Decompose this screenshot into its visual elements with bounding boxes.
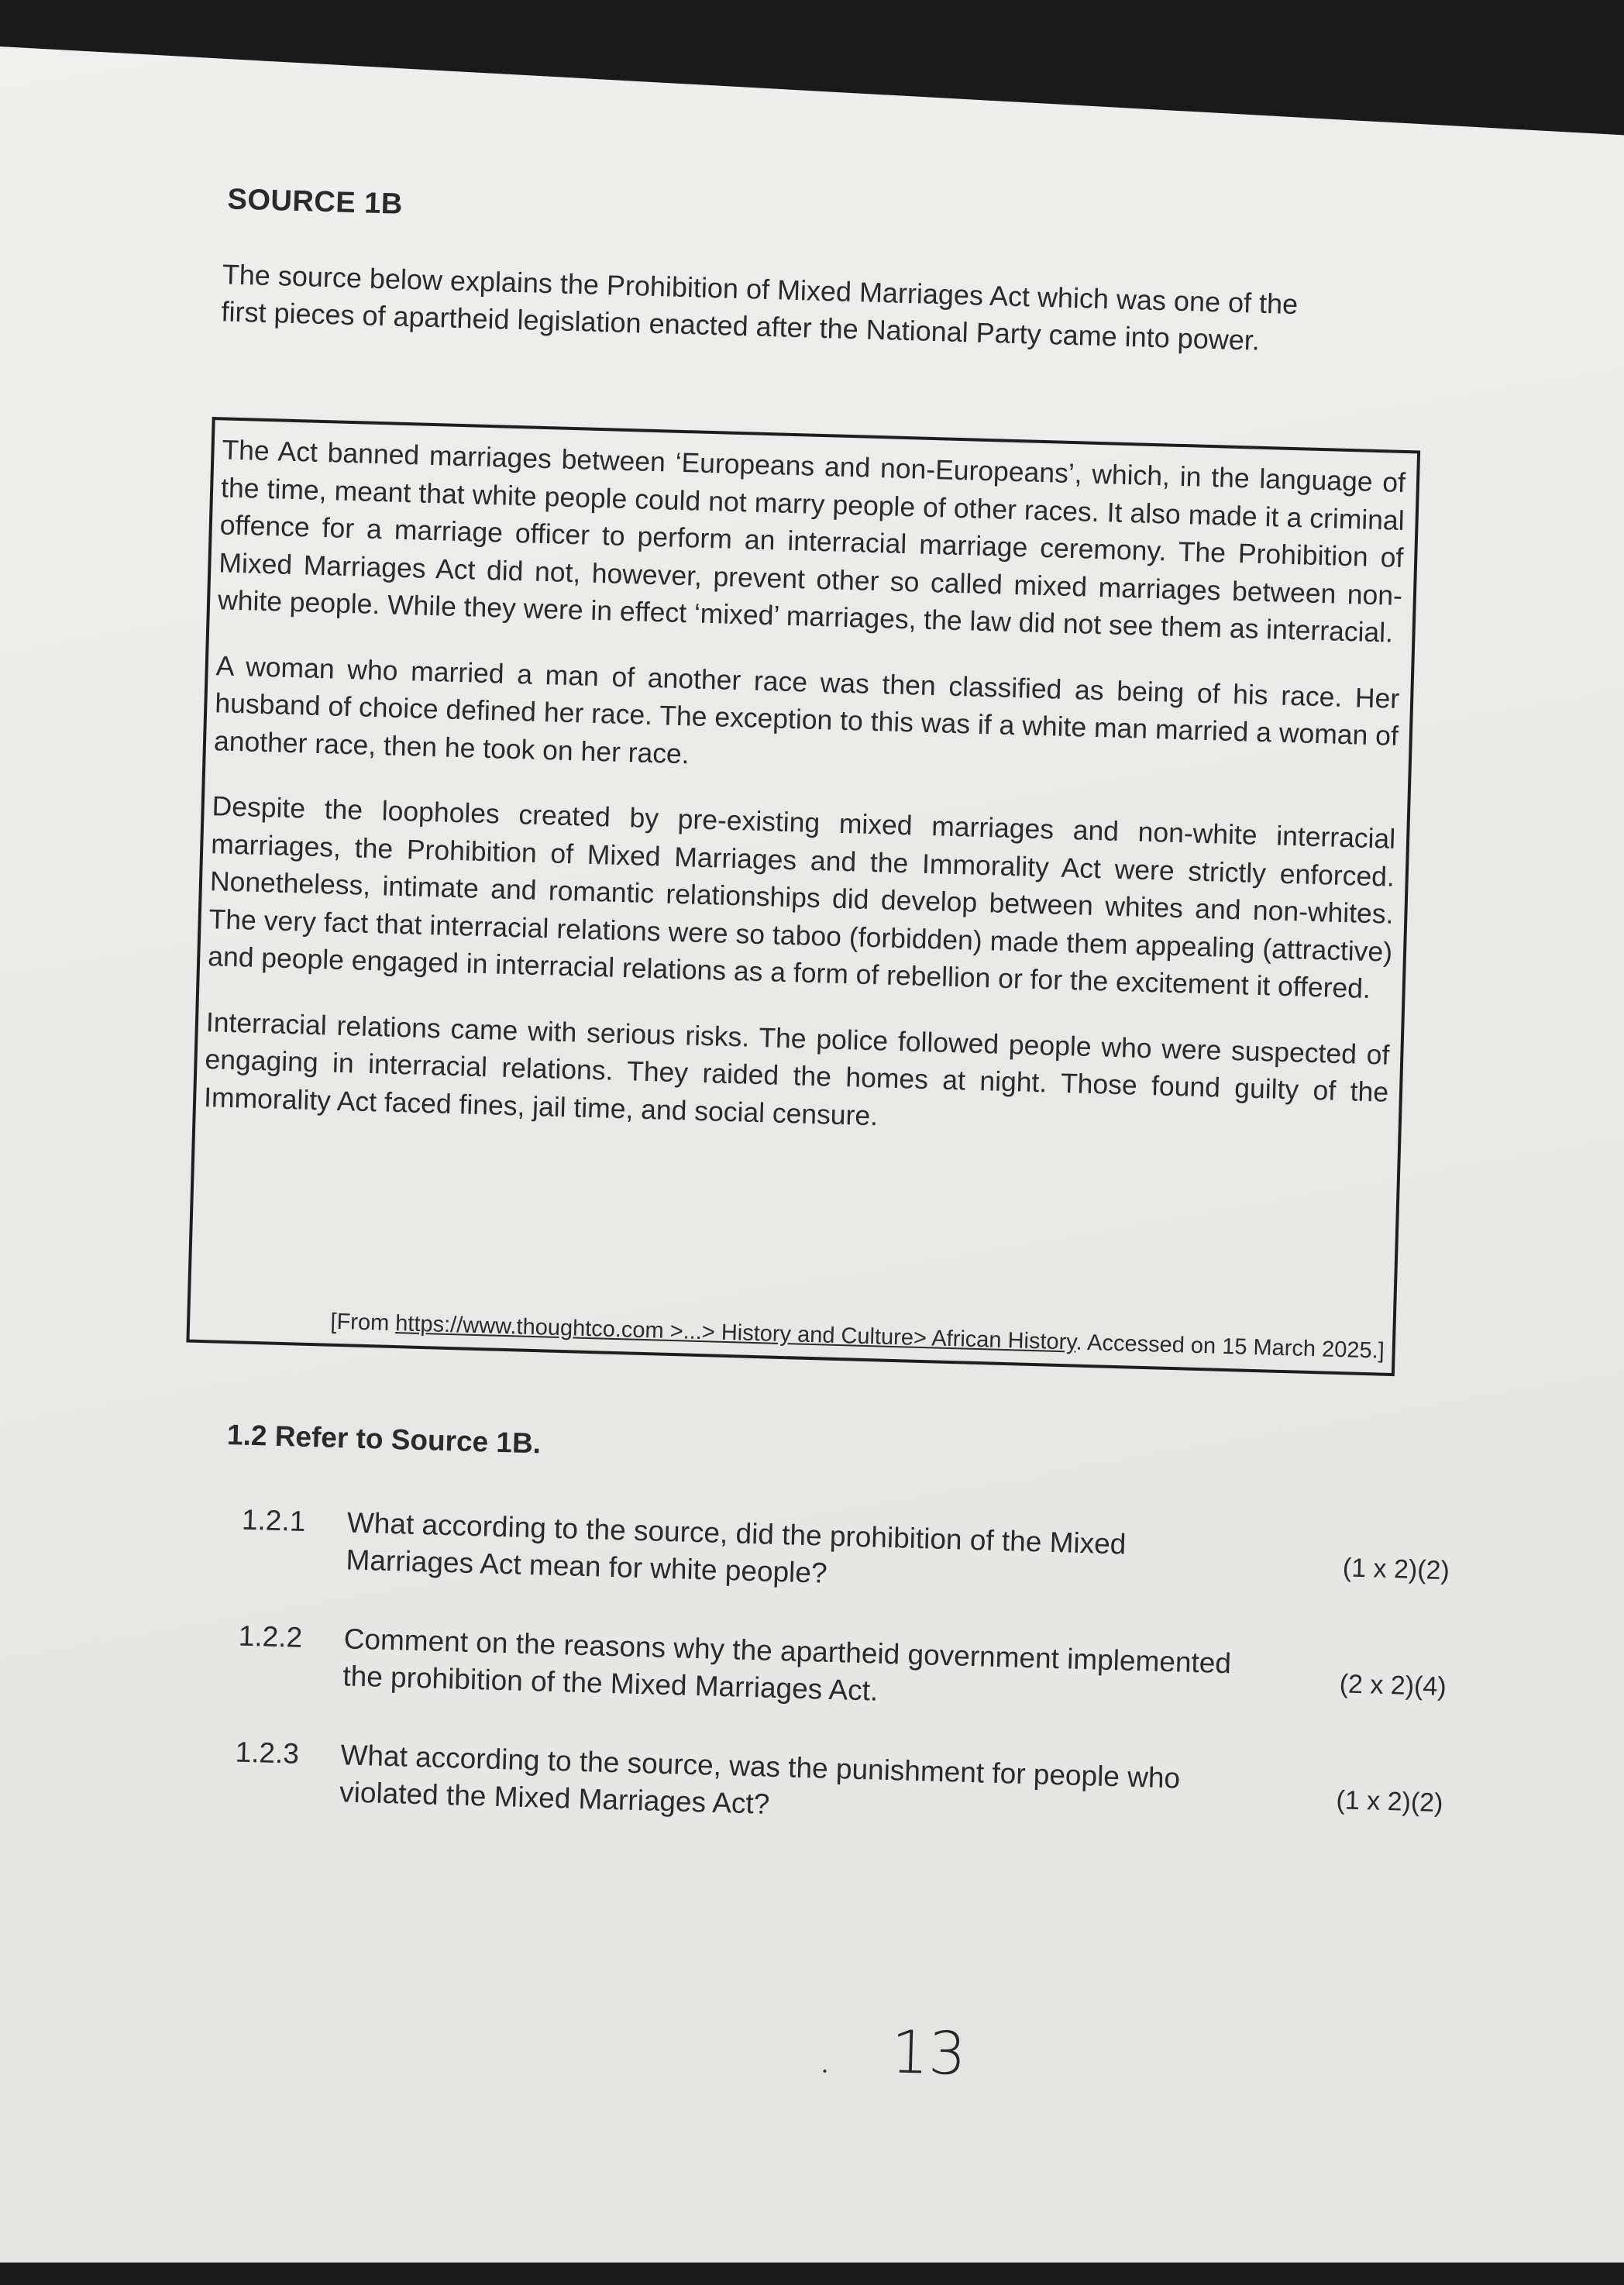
question-item xyxy=(235,1734,1443,1820)
question-item xyxy=(238,1618,1447,1707)
source-citation xyxy=(300,1306,1385,1367)
citation-suffix: . Accessed on 15 March 2025.] xyxy=(1075,1330,1385,1364)
question-number: 1.2.1 xyxy=(241,1503,306,1537)
question-text: Comment on the reasons why the apartheid government implemented the prohibition of the Mixed Marriages Act. xyxy=(342,1623,1232,1707)
question-text: What according to the source, did the prohibition of the Mixed Marriages Act mean for white people? xyxy=(346,1506,1127,1589)
source-paragraph: A woman who married a man of another race was then classified as being of his race. Her husband of choice defined her race. The exception to this was if a white man married a woman of another race, then he took on her race. xyxy=(213,649,1400,769)
question-heading: 1.2 Refer to Source 1B. xyxy=(226,1419,542,1460)
question-number: 1.2.2 xyxy=(238,1619,303,1654)
source-intro: The source below explains the Prohibition of Mixed Marriages Act which was one of the first pieces of apartheid legislation enacted after the National Party came into power. xyxy=(221,258,1299,356)
paper-speck xyxy=(823,2070,826,2073)
source-paragraph: Despite the loopholes created by pre-existing mixed marriages and non-white interracial marriages, the Prohibition of Mixed Marriages and the Immorality Act were strictly enforced. Nonetheless, intimate and romantic relationships did develop between whites and non-whites. The very fact that interracial relations were so taboo (forbidden) made them appealing (attractive) and people engaged in interracial relations as a form of rebellion or for the excitement it offered. xyxy=(207,790,1396,1005)
question-text: What according to the source, was the punishment for people who violated the Mixed Marriages Act? xyxy=(339,1739,1181,1820)
question-marks: (2 x 2)(4) xyxy=(1339,1669,1447,1702)
source-title: SOURCE 1B xyxy=(227,183,404,221)
citation-prefix: [From xyxy=(330,1309,396,1337)
citation-url: https://www.thoughtco.com >...> History and Culture> African History xyxy=(394,1311,1077,1355)
question-number: 1.2.3 xyxy=(235,1736,300,1770)
page-number: 13 xyxy=(889,2017,968,2088)
source-paragraph: Interracial relations came with serious risks. The police followed people who were suspected of engaging in interracial relations. They raided the homes at night. Those found guilty of the Immorality Act faced fines, jail time, and social censure. xyxy=(203,1006,1390,1131)
question-item xyxy=(241,1502,1450,1589)
source-paragraph: The Act banned marriages between ‘Europeans and non-Europeans’, which, in the language of the time, meant that white people could not marry people of other races. It also made it a criminal offence for a marriage officer to perform an interracial marriage ceremony. The Prohibition of Mixed Marriages Act did not, however, prevent other so called mixed marriages between non-white people. While they were in effect ‘mixed’ marriages, the law did not see them as interracial. xyxy=(217,434,1406,649)
question-marks: (1 x 2)(2) xyxy=(1336,1785,1443,1819)
question-marks: (1 x 2)(2) xyxy=(1342,1553,1450,1586)
source-box xyxy=(186,417,1420,1376)
